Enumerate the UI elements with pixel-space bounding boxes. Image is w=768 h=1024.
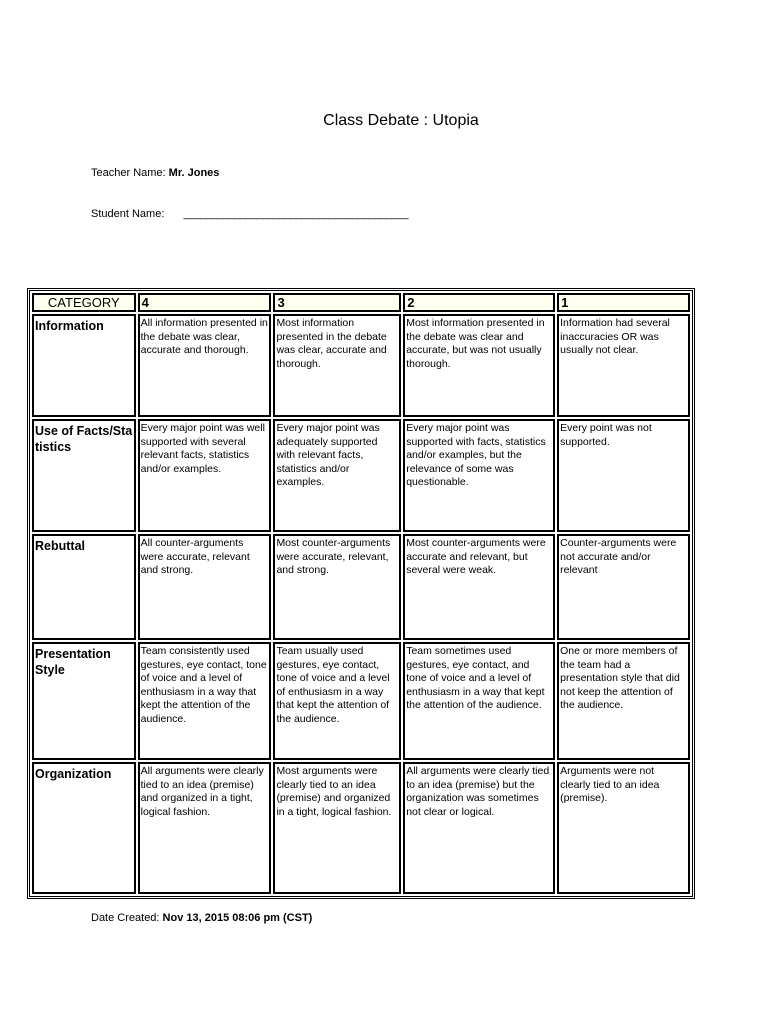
date-label: Date Created:	[91, 912, 160, 924]
table-row	[32, 642, 690, 760]
student-name-blank: ________________________________________	[183, 208, 409, 220]
teacher-line	[91, 167, 219, 179]
header-score-3: 3	[273, 293, 401, 312]
header-category: CATEGORY	[32, 293, 136, 312]
student-label: Student Name:	[91, 208, 165, 220]
table-cell: All arguments were clearly tied to an idea (premise) but the organization was sometimes not clear or logical.	[403, 762, 555, 894]
table-cell: Arguments were not clearly tied to an idea (premise).	[557, 762, 690, 894]
table-cell: Team usually used gestures, eye contact, tone of voice and a level of enthusiasm in a way that kept the attention of the audience.	[273, 642, 401, 760]
row-category: Information	[32, 314, 136, 417]
table-cell: All information presented in the debate was clear, accurate and thorough.	[138, 314, 272, 417]
table-cell: Every major point was well supported with several relevant facts, statistics and/or examples.	[138, 419, 272, 532]
table-cell: Most information presented in the debate was clear, accurate and thorough.	[273, 314, 401, 417]
table-cell: Counter-arguments were not accurate and/or relevant	[557, 534, 690, 640]
date-value: Nov 13, 2015 08:06 pm (CST)	[162, 912, 313, 924]
table-cell: Most counter-arguments were accurate, relevant, and strong.	[273, 534, 401, 640]
rubric-header-row	[32, 293, 690, 312]
table-cell: Most information presented in the debate was clear and accurate, but was not usually thorough.	[403, 314, 555, 417]
table-row	[32, 762, 690, 894]
row-category: Use of Facts/Statistics	[32, 419, 136, 532]
table-row	[32, 419, 690, 532]
table-cell: Team consistently used gestures, eye contact, tone of voice and a level of enthusiasm in a way that kept the attention of the audience.	[138, 642, 272, 760]
header-score-1: 1	[557, 293, 690, 312]
table-row	[32, 314, 690, 417]
table-cell: Every major point was adequately supported with relevant facts, statistics and/or examples.	[273, 419, 401, 532]
teacher-name: Mr. Jones	[168, 167, 220, 179]
header-score-4: 4	[138, 293, 272, 312]
table-cell: All counter-arguments were accurate, relevant and strong.	[138, 534, 272, 640]
header-score-2: 2	[403, 293, 555, 312]
table-cell: One or more members of the team had a presentation style that did not keep the attention of the audience.	[557, 642, 690, 760]
rubric-table	[29, 290, 693, 897]
row-category: Organization	[32, 762, 136, 894]
row-category: Rebuttal	[32, 534, 136, 640]
table-cell: Most arguments were clearly tied to an idea (premise) and organized in a tight, logical fashion.	[273, 762, 401, 894]
student-line	[91, 208, 408, 220]
table-cell: Every point was not supported.	[557, 419, 690, 532]
table-cell: Team sometimes used gestures, eye contact, and tone of voice and a level of enthusiasm in a way that kept the attention of the audience.	[403, 642, 555, 760]
date-created-line	[91, 912, 312, 924]
table-row	[32, 534, 690, 640]
document-title: Class Debate : Utopia	[323, 112, 479, 129]
teacher-label: Teacher Name:	[91, 167, 166, 179]
table-cell: Most counter-arguments were accurate and relevant, but several were weak.	[403, 534, 555, 640]
row-category: Presentation Style	[32, 642, 136, 760]
table-cell: All arguments were clearly tied to an idea (premise) and organized in a tight, logical fashion.	[138, 762, 272, 894]
table-cell: Information had several inaccuracies OR was usually not clear.	[557, 314, 690, 417]
table-cell: Every major point was supported with facts, statistics and/or examples, but the relevance of some was questionable.	[403, 419, 555, 532]
